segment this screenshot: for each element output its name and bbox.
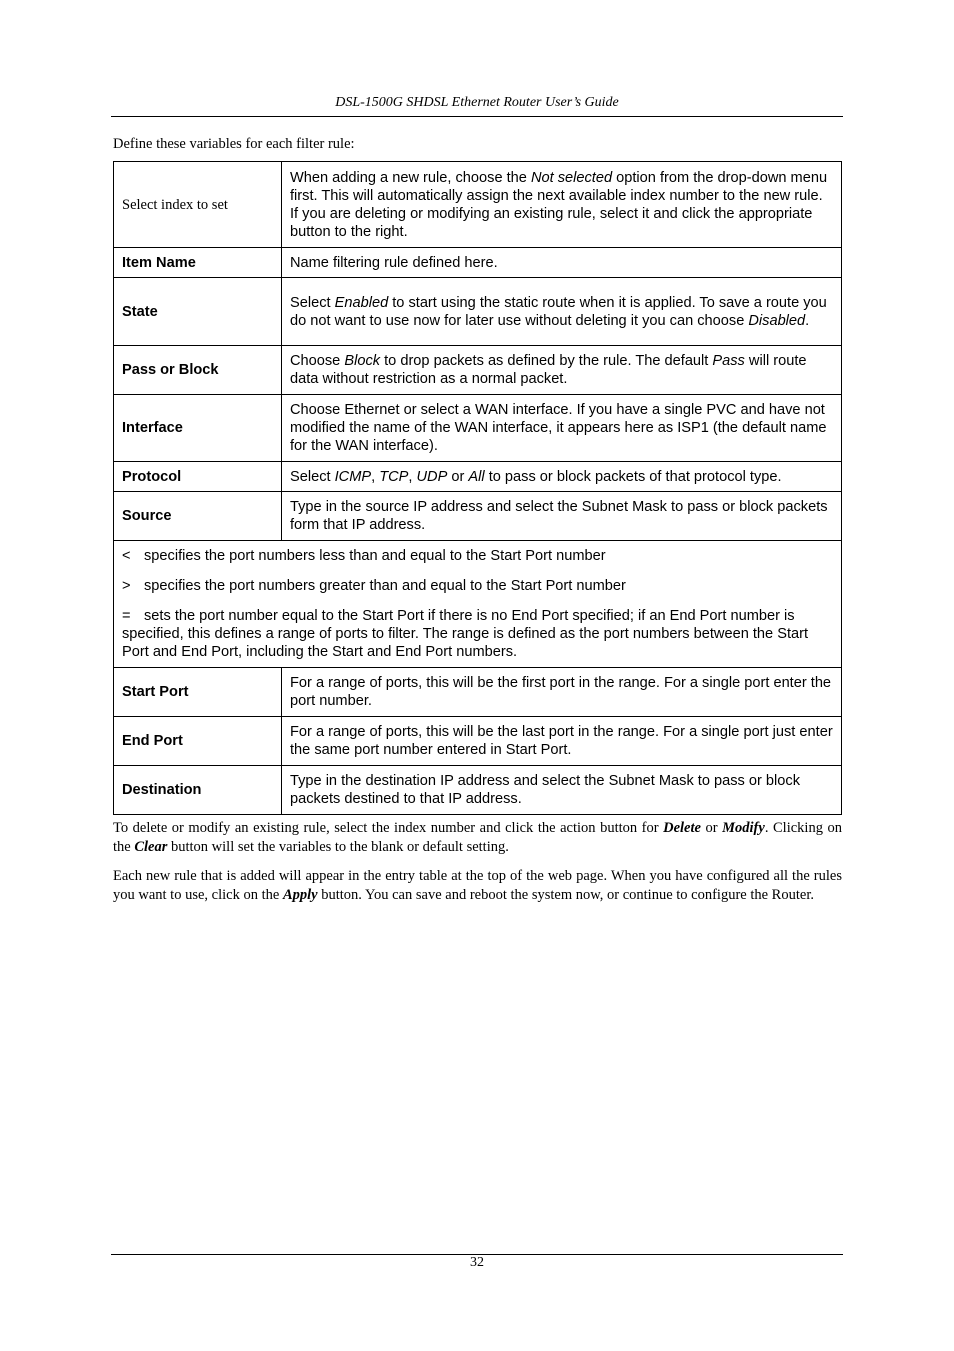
- emphasis-text: All: [468, 468, 485, 485]
- row-label: Interface: [114, 395, 282, 462]
- row-label: End Port: [114, 717, 282, 766]
- emphasis-text: Delete: [663, 820, 701, 836]
- row-description: For a range of ports, this will be the last port in the range. For a single port just enter the same port number entered in Start Port.: [282, 717, 842, 766]
- apply-paragraph: Each new rule that is added will appear in the entry table at the top of the web page. When you have configured all the rules you want to use, click on the Apply button. You can save and reboot the system now, or continue to configure the Router.: [113, 868, 842, 903]
- row-label: Select index to set: [114, 162, 282, 248]
- row-description: Choose Block to drop packets as defined by the rule. The default Pass will route data without restriction as a normal packet.: [282, 346, 842, 395]
- table-row: [114, 346, 842, 395]
- row-description: Name filtering rule defined here.: [282, 248, 842, 278]
- emphasis-text: ICMP: [334, 468, 372, 485]
- emphasis-text: TCP: [379, 468, 409, 485]
- row-description: When adding a new rule, choose the Not selected option from the drop-down menu first. This will automatically assign the next available index number to the new rule. If you are deleting or modifying an existing rule, select it and click the appropriate button to the right.: [282, 162, 842, 248]
- emphasis-text: Block: [344, 353, 381, 369]
- table-row: [114, 668, 842, 717]
- row-description: Type in the destination IP address and select the Subnet Mask to pass or block packets destined to that IP address.: [282, 766, 842, 815]
- header-rule: [111, 116, 843, 117]
- page-number: 32: [470, 1255, 484, 1270]
- emphasis-text: Enabled: [334, 294, 389, 311]
- row-description: Select ICMP, TCP, UDP or All to pass or block packets of that protocol type.: [282, 462, 842, 492]
- operator-greater-than: > specifies the port numbers greater than and equal to the Start Port number: [122, 578, 626, 594]
- row-description: Type in the source IP address and select the Subnet Mask to pass or block packets form that IP address.: [282, 492, 842, 541]
- intro-text: Define these variables for each filter rule:: [113, 136, 355, 152]
- port-operators-cell: [114, 541, 842, 668]
- row-description: Choose Ethernet or select a WAN interface. If you have a single PVC and have not modified the name of the WAN interface, it appears here as ISP1 (the default name for the WAN interface).: [282, 395, 842, 462]
- row-description: For a range of ports, this will be the first port in the range. For a single port enter the port number.: [282, 668, 842, 717]
- operator-equal: = sets the port number equal to the Start Port if there is no End Port specified; if an End Port number is specified, this defines a range of ports to filter. The range is defined as the port numbers between the Start Port and End Port, including the Start and End Port numbers.: [122, 608, 809, 660]
- row-label: Start Port: [114, 668, 282, 717]
- table-body: [114, 162, 842, 815]
- row-label: Item Name: [114, 248, 282, 278]
- table-row: [114, 492, 842, 541]
- emphasis-text: Not selected: [530, 169, 613, 186]
- emphasis-text: Modify: [722, 820, 765, 836]
- row-label: Pass or Block: [114, 346, 282, 395]
- emphasis-text: Disabled: [748, 312, 806, 329]
- row-label: Protocol: [114, 462, 282, 492]
- emphasis-text: UDP: [416, 468, 448, 485]
- emphasis-text: Pass: [712, 353, 745, 369]
- table-row: [114, 766, 842, 815]
- table-row: [114, 248, 842, 278]
- row-description: Select Enabled to start using the static route when it is applied. To save a route you do not want to use now for later use without deleting it you can choose Disabled.: [282, 278, 842, 346]
- port-operators-row: [114, 541, 842, 668]
- table-row: [114, 278, 842, 346]
- emphasis-text: Apply: [282, 886, 318, 903]
- operator-less-than: < specifies the port numbers less than and equal to the Start Port number: [122, 548, 606, 564]
- table-row: [114, 395, 842, 462]
- table-row: [114, 162, 842, 248]
- row-label: State: [114, 278, 282, 346]
- emphasis-text: Clear: [134, 838, 168, 855]
- row-label: Destination: [114, 766, 282, 815]
- table-row: [114, 462, 842, 492]
- table-row: [114, 717, 842, 766]
- delete-modify-paragraph: To delete or modify an existing rule, select the index number and click the action button for Delete or Modify. Clicking on the Clear button will set the variables to the blank or default setting.: [113, 820, 842, 855]
- row-label: Source: [114, 492, 282, 541]
- filter-variables-table: [113, 161, 842, 815]
- running-header: DSL-1500G SHDSL Ethernet Router User’s Guide: [335, 95, 619, 110]
